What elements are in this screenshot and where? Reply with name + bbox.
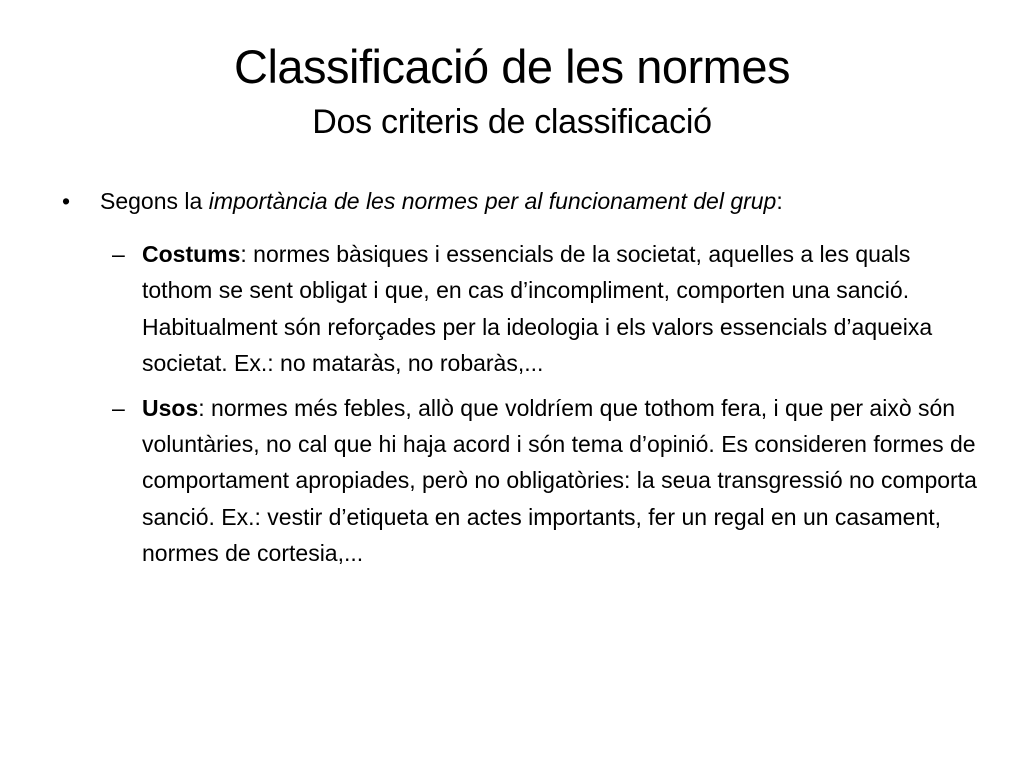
- slide-content: [58, 184, 978, 580]
- term-costums: Costums: [142, 241, 241, 267]
- slide-title: Classificació de les normes: [234, 40, 790, 93]
- bullet-item: [58, 184, 978, 218]
- dash-marker: –: [112, 394, 125, 421]
- text-costums: : normes bàsiques i essencials de la societat, aquelles a les quals tothom se sent obligat i que, en cas d’incompliment, comporten una sanció. Habitualment són reforçades per la ideologia i els valors essencials d’aqueixa societat. Ex.: no mataràs, no robaràs,...: [142, 241, 933, 377]
- slide-subtitle: Dos criteris de classificació: [312, 103, 712, 141]
- title-block: [0, 38, 1024, 144]
- bullet-emphasis: importància de les normes per al funcionament del grup: [208, 188, 777, 214]
- sub-list: [58, 236, 978, 572]
- subitem-usos: [58, 390, 978, 572]
- subitem-costums: [58, 236, 978, 382]
- dash-marker: –: [112, 241, 125, 267]
- bullet-marker: •: [62, 188, 71, 214]
- bullet-suffix: :: [776, 188, 783, 214]
- bullet-prefix: Segons la: [100, 188, 209, 214]
- term-usos: Usos: [142, 394, 199, 421]
- text-usos: : normes més febles, allò que voldríem que tothom fera, i que per això són voluntàries, no cal que hi haja acord i són tema d’opinió. Es consideren formes de comportament apropiades, però no obligatòries: la seua transgressió no comporta sanció. Ex.: vestir d’etiqueta en actes importants, fer un regal en un casament, normes de cortesia,...: [142, 394, 977, 567]
